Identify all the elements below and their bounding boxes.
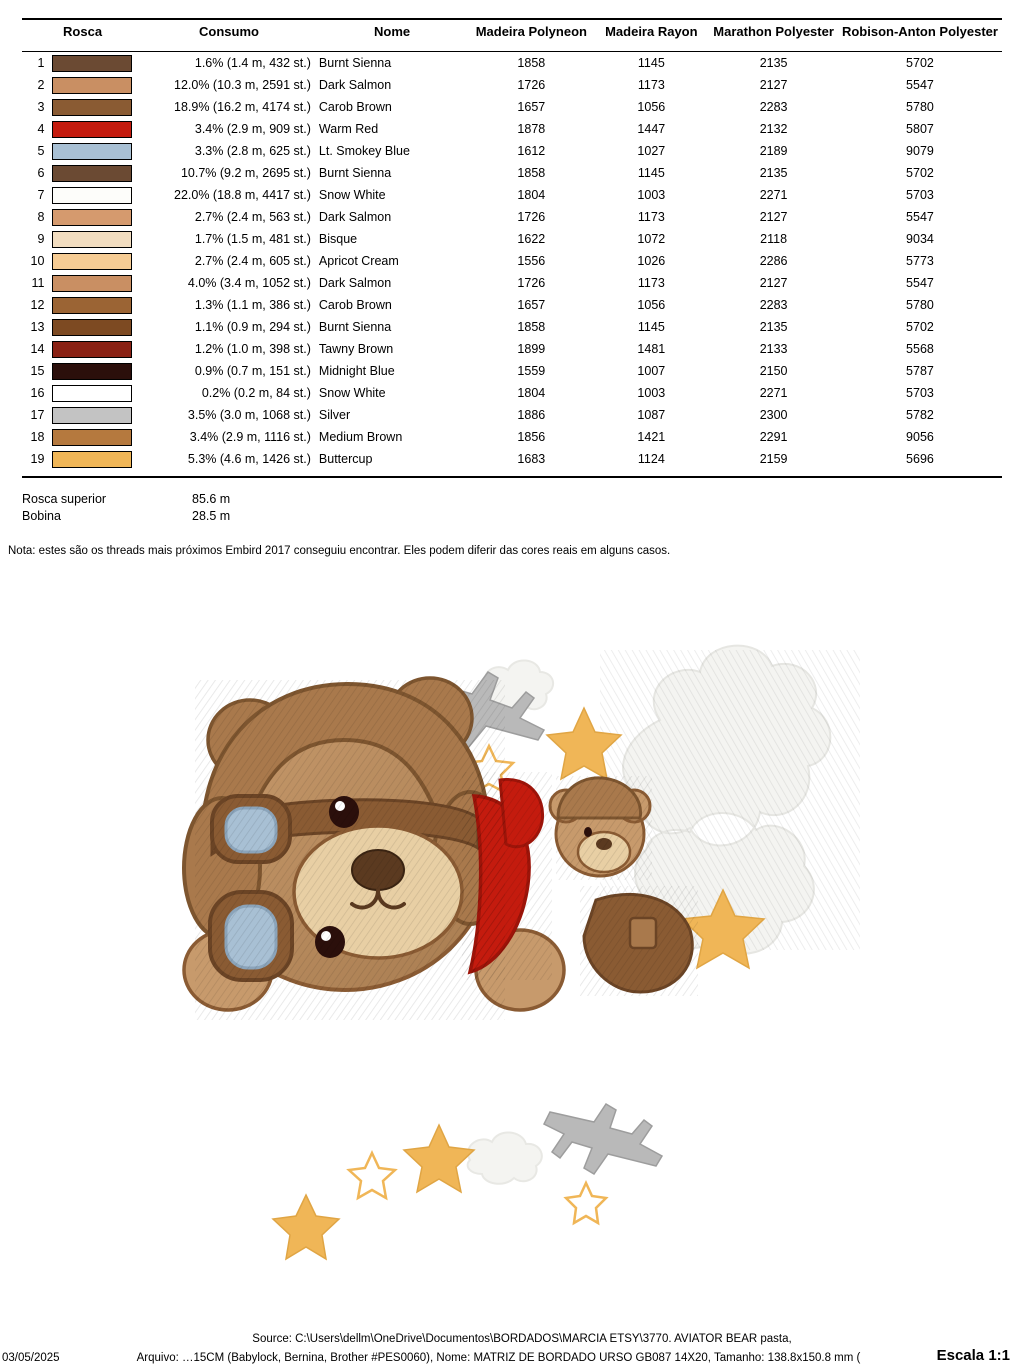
color-swatch — [52, 275, 132, 292]
color-swatch-cell — [48, 74, 143, 96]
row-robison-anton-polyester: 5702 — [906, 166, 934, 180]
star-icon-7-outline — [566, 1183, 606, 1223]
table-row — [22, 360, 1002, 382]
row-nome: Apricot Cream — [318, 254, 399, 268]
row-consumo: 2.7% (2.4 m, 605 st.) — [194, 254, 311, 268]
table-row — [22, 294, 1002, 316]
row-madeira-polyneon: 1657 — [517, 100, 546, 114]
row-madeira-rayon: 1481 — [637, 342, 666, 356]
row-marathon-polyester: 2133 — [759, 342, 788, 356]
color-swatch — [52, 143, 132, 160]
color-swatch — [52, 121, 132, 138]
row-marathon-polyester: 2189 — [759, 144, 788, 158]
table-row — [22, 74, 1002, 96]
row-consumo: 10.7% (9.2 m, 2695 st.) — [180, 166, 311, 180]
header-madeira-polyneon: Madeira Polyneon — [475, 24, 587, 39]
color-swatch-cell — [48, 228, 143, 250]
star-icon-5 — [404, 1125, 474, 1192]
thread-note: Nota: estes são os threads mais próximos Embird 2017 conseguiu encontrar. Eles podem diferir das cores reais em alguns casos. — [8, 545, 671, 557]
row-robison-anton-polyester: 5547 — [906, 210, 934, 224]
row-consumo: 3.5% (3.0 m, 1068 st.) — [187, 408, 311, 422]
row-consumo: 1.3% (1.1 m, 386 st.) — [194, 298, 311, 312]
totals-block — [22, 492, 1002, 523]
header-rosca: Rosca — [63, 24, 103, 39]
color-swatch-cell — [48, 184, 143, 206]
row-nome: Warm Red — [318, 122, 379, 136]
row-robison-anton-polyester: 5696 — [906, 452, 934, 466]
row-robison-anton-polyester: 5547 — [906, 276, 934, 290]
footer-arquivo: Arquivo: …15CM (Babylock, Bernina, Brother #PES0060), Nome: MATRIZ DE BORDADO URSO GB087 14X20, Tamanho: 138.8x150.8 mm ( — [136, 1352, 861, 1364]
row-robison-anton-polyester: 9079 — [906, 144, 934, 158]
page-footer — [0, 1333, 1024, 1364]
total-value-bobina: 28.5 m — [192, 509, 231, 523]
row-madeira-rayon: 1173 — [637, 276, 665, 290]
header-consumo: Consumo — [199, 24, 259, 39]
row-nome: Carob Brown — [318, 298, 392, 312]
footer-source: Source: C:\Users\dellm\OneDrive\Documentos\BORDADOS\MARCIA ETSY\3770. AVIATOR BEAR pasta, — [252, 1333, 792, 1345]
row-nome: Burnt Sienna — [318, 166, 392, 180]
row-madeira-polyneon: 1804 — [517, 188, 546, 202]
star-icon-6-outline — [349, 1153, 395, 1198]
row-consumo: 4.0% (3.4 m, 1052 st.) — [187, 276, 311, 290]
thread-table-wrap — [22, 18, 1002, 478]
row-madeira-polyneon: 1612 — [517, 144, 546, 158]
row-marathon-polyester: 2271 — [759, 188, 788, 202]
thread-table-head — [22, 19, 1002, 52]
row-madeira-rayon: 1007 — [637, 364, 666, 378]
row-index: 18 — [30, 430, 45, 444]
row-madeira-rayon: 1145 — [637, 56, 665, 70]
row-nome: Buttercup — [318, 452, 373, 466]
footer-line-2 — [0, 1347, 1024, 1364]
row-robison-anton-polyester: 5547 — [906, 78, 934, 92]
row-marathon-polyester: 2286 — [759, 254, 788, 268]
table-row — [22, 338, 1002, 360]
row-robison-anton-polyester: 5780 — [906, 100, 934, 114]
color-swatch — [52, 319, 132, 336]
row-marathon-polyester: 2283 — [759, 298, 788, 312]
color-swatch-cell — [48, 382, 143, 404]
row-consumo: 3.3% (2.8 m, 625 st.) — [194, 144, 311, 158]
row-robison-anton-polyester: 5782 — [906, 408, 934, 422]
header-nome: Nome — [374, 24, 411, 39]
row-nome: Burnt Sienna — [318, 56, 392, 70]
color-swatch-cell — [48, 118, 143, 140]
row-madeira-polyneon: 1899 — [517, 342, 546, 356]
row-madeira-rayon: 1087 — [637, 408, 666, 422]
color-swatch-cell — [48, 206, 143, 228]
row-consumo: 3.4% (2.9 m, 1116 st.) — [189, 430, 311, 444]
row-consumo: 2.7% (2.4 m, 563 st.) — [194, 210, 311, 224]
row-robison-anton-polyester: 5787 — [906, 364, 934, 378]
color-swatch-cell — [48, 272, 143, 294]
row-madeira-rayon: 1173 — [637, 78, 665, 92]
row-madeira-rayon: 1072 — [637, 232, 666, 246]
color-swatch-cell — [48, 426, 143, 448]
color-swatch — [52, 187, 132, 204]
row-index: 12 — [30, 298, 45, 312]
row-index: 7 — [37, 188, 45, 202]
embroidery-design-preview — [0, 600, 1024, 1290]
row-consumo: 1.6% (1.4 m, 432 st.) — [194, 56, 311, 70]
row-nome: Burnt Sienna — [318, 320, 392, 334]
row-consumo: 1.7% (1.5 m, 481 st.) — [194, 232, 311, 246]
row-marathon-polyester: 2271 — [759, 386, 788, 400]
table-row — [22, 118, 1002, 140]
row-marathon-polyester: 2127 — [759, 78, 788, 92]
row-index: 19 — [30, 452, 45, 466]
row-consumo: 1.1% (0.9 m, 294 st.) — [194, 320, 311, 334]
color-swatch-cell — [48, 140, 143, 162]
row-robison-anton-polyester: 5568 — [906, 342, 934, 356]
header-madeira-rayon: Madeira Rayon — [605, 24, 698, 39]
row-index: 6 — [37, 166, 45, 180]
thread-table — [22, 18, 1002, 478]
row-index: 10 — [30, 254, 45, 268]
table-row — [22, 272, 1002, 294]
color-swatch-cell — [48, 360, 143, 382]
row-madeira-rayon: 1124 — [637, 452, 665, 466]
cloud-small-bottom — [468, 1132, 542, 1183]
row-marathon-polyester: 2300 — [759, 408, 788, 422]
thread-table-foot — [22, 470, 1002, 477]
row-madeira-polyneon: 1726 — [517, 210, 546, 224]
color-swatch — [52, 77, 132, 94]
row-nome: Snow White — [318, 386, 386, 400]
row-index: 3 — [37, 100, 45, 114]
row-index: 1 — [37, 56, 45, 70]
row-marathon-polyester: 2135 — [759, 320, 788, 334]
table-row — [22, 52, 1002, 75]
row-marathon-polyester: 2291 — [759, 430, 788, 444]
color-swatch-cell — [48, 316, 143, 338]
color-swatch — [52, 385, 132, 402]
row-index: 4 — [37, 122, 45, 136]
color-swatch — [52, 165, 132, 182]
row-nome: Silver — [318, 408, 351, 422]
color-swatch — [52, 231, 132, 248]
color-swatch-cell — [48, 294, 143, 316]
total-value-rosca-superior: 85.6 m — [192, 492, 231, 506]
row-robison-anton-polyester: 5780 — [906, 298, 934, 312]
row-madeira-polyneon: 1858 — [517, 320, 546, 334]
row-robison-anton-polyester: 5807 — [906, 122, 934, 136]
header-marathon-polyester: Marathon Polyester — [713, 24, 834, 39]
footer-date: 03/05/2025 — [2, 1352, 60, 1364]
row-madeira-polyneon: 1856 — [517, 430, 546, 444]
color-swatch — [52, 363, 132, 380]
row-madeira-polyneon: 1559 — [517, 364, 546, 378]
thread-table-body — [22, 52, 1002, 471]
row-robison-anton-polyester: 5703 — [906, 386, 934, 400]
row-madeira-rayon: 1003 — [637, 386, 666, 400]
row-madeira-polyneon: 1726 — [517, 276, 546, 290]
color-swatch — [52, 297, 132, 314]
plane-icon-bottom — [544, 1104, 662, 1174]
row-robison-anton-polyester: 9034 — [906, 232, 934, 246]
row-index: 17 — [30, 408, 45, 422]
aviator-bear-illustration — [0, 600, 1024, 1290]
row-marathon-polyester: 2150 — [759, 364, 788, 378]
color-swatch — [52, 209, 132, 226]
row-madeira-rayon: 1421 — [637, 430, 666, 444]
table-bottom-rule — [22, 470, 1002, 477]
row-marathon-polyester: 2118 — [760, 232, 788, 246]
footer-escala: Escala 1:1 — [936, 1347, 1010, 1364]
color-swatch-cell — [48, 338, 143, 360]
row-consumo: 3.4% (2.9 m, 909 st.) — [194, 122, 311, 136]
star-icon-8 — [273, 1195, 339, 1259]
header-robison-anton-polyester: Robison-Anton Polyester — [841, 24, 998, 39]
table-row — [22, 162, 1002, 184]
row-madeira-polyneon: 1556 — [517, 254, 546, 268]
color-swatch — [52, 99, 132, 116]
row-nome: Midnight Blue — [318, 364, 395, 378]
table-row — [22, 250, 1002, 272]
row-marathon-polyester: 2283 — [759, 100, 788, 114]
row-consumo: 22.0% (18.8 m, 4417 st.) — [174, 188, 311, 202]
color-swatch — [52, 451, 132, 468]
row-nome: Bisque — [318, 232, 358, 246]
row-madeira-rayon: 1027 — [637, 144, 666, 158]
row-madeira-polyneon: 1886 — [517, 408, 546, 422]
row-madeira-rayon: 1056 — [637, 100, 666, 114]
row-marathon-polyester: 2135 — [759, 56, 788, 70]
color-swatch — [52, 429, 132, 446]
row-nome: Medium Brown — [318, 430, 403, 444]
row-madeira-polyneon: 1878 — [517, 122, 546, 136]
table-row — [22, 206, 1002, 228]
row-robison-anton-polyester: 5703 — [906, 188, 934, 202]
color-swatch — [52, 341, 132, 358]
row-index: 15 — [30, 364, 45, 378]
row-madeira-rayon: 1145 — [637, 320, 665, 334]
row-nome: Dark Salmon — [318, 276, 392, 290]
row-index: 9 — [37, 232, 45, 246]
row-madeira-rayon: 1173 — [637, 210, 665, 224]
row-robison-anton-polyester: 5702 — [906, 56, 934, 70]
row-consumo: 5.3% (4.6 m, 1426 st.) — [187, 452, 311, 466]
row-madeira-polyneon: 1858 — [517, 166, 546, 180]
table-row — [22, 184, 1002, 206]
row-index: 2 — [37, 78, 45, 92]
color-swatch — [52, 55, 132, 72]
table-row — [22, 448, 1002, 470]
row-madeira-polyneon: 1622 — [517, 232, 546, 246]
color-swatch-cell — [48, 162, 143, 184]
row-marathon-polyester: 2127 — [759, 210, 788, 224]
table-row — [22, 382, 1002, 404]
color-swatch — [52, 253, 132, 270]
color-swatch-cell — [48, 250, 143, 272]
row-robison-anton-polyester: 9056 — [906, 430, 934, 444]
color-swatch-cell — [48, 52, 143, 75]
row-nome: Dark Salmon — [318, 78, 392, 92]
row-index: 11 — [31, 276, 45, 290]
row-madeira-polyneon: 1726 — [517, 78, 546, 92]
row-nome: Snow White — [318, 188, 386, 202]
thread-sheet — [0, 0, 1024, 557]
row-marathon-polyester: 2159 — [759, 452, 788, 466]
row-madeira-rayon: 1447 — [637, 122, 666, 136]
row-consumo: 18.9% (16.2 m, 4174 st.) — [174, 100, 311, 114]
total-label-bobina: Bobina — [22, 509, 61, 523]
row-nome: Lt. Smokey Blue — [318, 144, 410, 158]
row-index: 13 — [30, 320, 45, 334]
row-robison-anton-polyester: 5702 — [906, 320, 934, 334]
row-marathon-polyester: 2135 — [759, 166, 788, 180]
row-index: 16 — [30, 386, 45, 400]
row-index: 5 — [37, 144, 45, 158]
table-row — [22, 228, 1002, 250]
row-index: 8 — [37, 210, 45, 224]
thread-table-header-row — [22, 19, 1002, 49]
row-madeira-polyneon: 1683 — [517, 452, 546, 466]
color-swatch — [52, 407, 132, 424]
row-marathon-polyester: 2127 — [759, 276, 788, 290]
color-swatch-cell — [48, 448, 143, 470]
table-row — [22, 426, 1002, 448]
row-consumo: 0.9% (0.7 m, 151 st.) — [194, 364, 311, 378]
row-madeira-rayon: 1026 — [637, 254, 666, 268]
row-consumo: 12.0% (10.3 m, 2591 st.) — [174, 78, 311, 92]
table-row — [22, 96, 1002, 118]
color-swatch-cell — [48, 404, 143, 426]
table-row — [22, 404, 1002, 426]
row-consumo: 0.2% (0.2 m, 84 st.) — [201, 386, 311, 400]
row-index: 14 — [30, 342, 45, 356]
row-madeira-rayon: 1056 — [637, 298, 666, 312]
table-row — [22, 316, 1002, 338]
color-swatch-cell — [48, 96, 143, 118]
row-marathon-polyester: 2132 — [759, 122, 788, 136]
row-madeira-polyneon: 1858 — [517, 56, 546, 70]
row-consumo: 1.2% (1.0 m, 398 st.) — [194, 342, 311, 356]
row-nome: Carob Brown — [318, 100, 392, 114]
row-nome: Dark Salmon — [318, 210, 392, 224]
total-row-bobbin — [22, 509, 1002, 523]
total-row-upper-thread — [22, 492, 1002, 506]
total-label-rosca-superior: Rosca superior — [22, 492, 107, 506]
row-nome: Tawny Brown — [318, 342, 394, 356]
row-madeira-polyneon: 1804 — [517, 386, 546, 400]
row-madeira-rayon: 1145 — [637, 166, 665, 180]
row-robison-anton-polyester: 5773 — [906, 254, 934, 268]
row-madeira-polyneon: 1657 — [517, 298, 546, 312]
row-madeira-rayon: 1003 — [637, 188, 666, 202]
table-row — [22, 140, 1002, 162]
